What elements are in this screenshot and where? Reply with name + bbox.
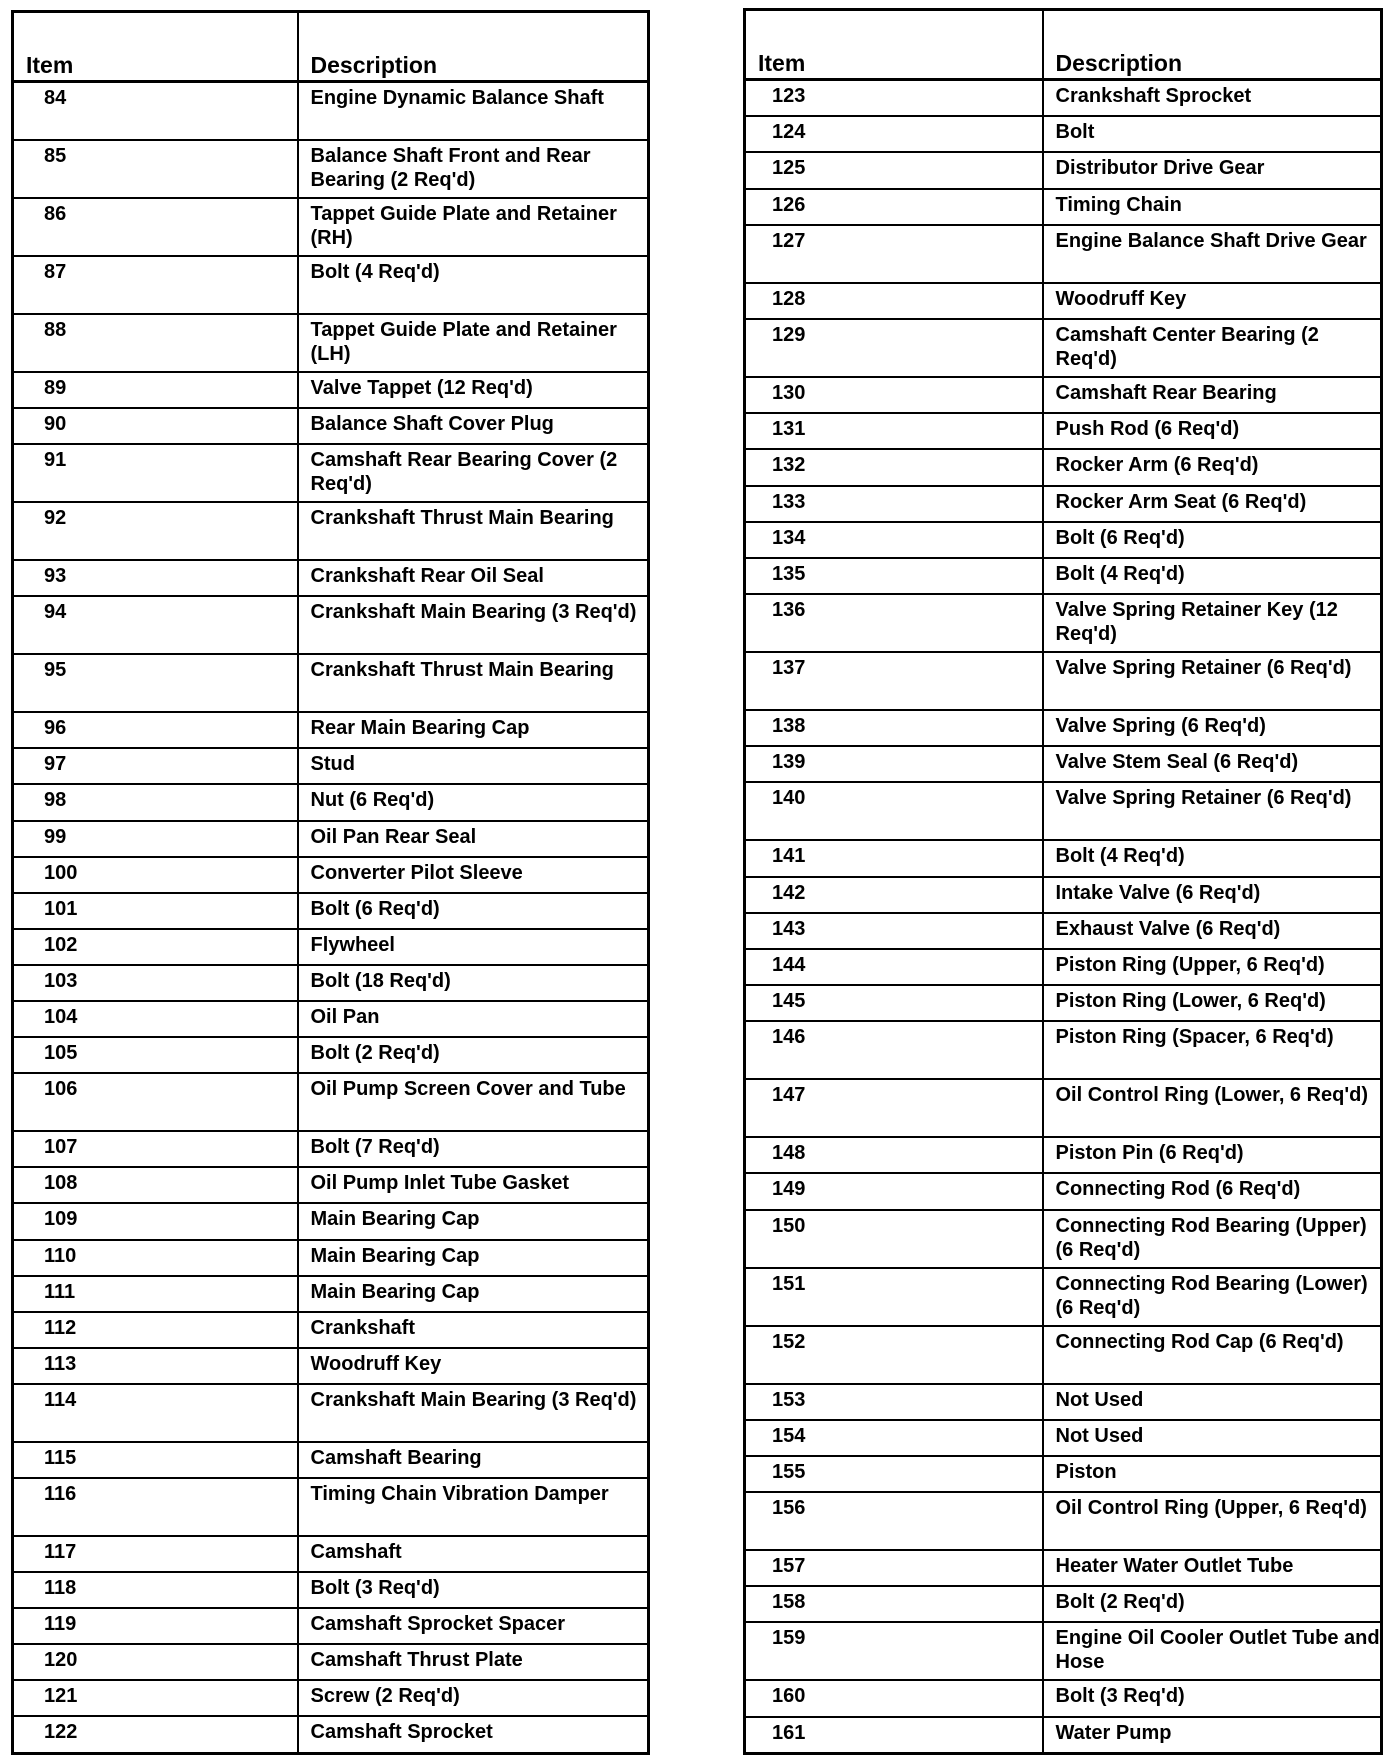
table-row <box>13 1384 649 1442</box>
item-number: 144 <box>745 949 1043 985</box>
item-description: Crankshaft Main Bearing (3 Req'd) <box>298 596 649 654</box>
item-number: 155 <box>745 1456 1043 1492</box>
table-row <box>745 840 1382 876</box>
item-description: Push Rod (6 Req'd) <box>1043 413 1382 449</box>
item-number: 84 <box>13 82 298 141</box>
item-number: 99 <box>13 821 298 857</box>
item-description: Nut (6 Req'd) <box>298 784 649 820</box>
item-description: Crankshaft Thrust Main Bearing <box>298 654 649 712</box>
header-row <box>745 10 1382 80</box>
item-number: 98 <box>13 784 298 820</box>
table-row <box>13 1478 649 1536</box>
item-number: 102 <box>13 929 298 965</box>
item-description: Bolt (3 Req'd) <box>1043 1680 1382 1716</box>
table-row <box>13 857 649 893</box>
table-row <box>13 1536 649 1572</box>
item-number: 126 <box>745 189 1043 225</box>
parts-list-left <box>13 82 649 1754</box>
item-description: Balance Shaft Front and Rear Bearing (2 Req'd) <box>298 140 649 198</box>
item-number: 152 <box>745 1326 1043 1384</box>
item-description: Distributor Drive Gear <box>1043 152 1382 188</box>
item-description: Camshaft Rear Bearing Cover (2 Req'd) <box>298 444 649 502</box>
item-number: 133 <box>745 486 1043 522</box>
item-description: Bolt (4 Req'd) <box>298 256 649 314</box>
item-description: Valve Stem Seal (6 Req'd) <box>1043 746 1382 782</box>
item-description: Crankshaft Main Bearing (3 Req'd) <box>298 1384 649 1442</box>
table-row <box>13 1203 649 1239</box>
item-description: Bolt (7 Req'd) <box>298 1131 649 1167</box>
item-number: 161 <box>745 1717 1043 1754</box>
item-description: Bolt (2 Req'd) <box>1043 1586 1382 1622</box>
table-row <box>745 652 1382 710</box>
table-row <box>745 782 1382 840</box>
item-number: 135 <box>745 558 1043 594</box>
table-row <box>13 314 649 372</box>
table-row <box>13 1240 649 1276</box>
item-number: 124 <box>745 116 1043 152</box>
table-row <box>745 189 1382 225</box>
item-description: Main Bearing Cap <box>298 1240 649 1276</box>
item-description: Piston Pin (6 Req'd) <box>1043 1137 1382 1173</box>
item-number: 130 <box>745 377 1043 413</box>
table-row <box>13 1037 649 1073</box>
table-row <box>13 784 649 820</box>
item-number: 134 <box>745 522 1043 558</box>
item-number: 146 <box>745 1021 1043 1079</box>
item-description: Crankshaft Thrust Main Bearing <box>298 502 649 560</box>
item-description: Rocker Arm (6 Req'd) <box>1043 449 1382 485</box>
item-description: Connecting Rod (6 Req'd) <box>1043 1173 1382 1209</box>
item-description: Main Bearing Cap <box>298 1276 649 1312</box>
item-number: 103 <box>13 965 298 1001</box>
item-number: 111 <box>13 1276 298 1312</box>
item-description: Rocker Arm Seat (6 Req'd) <box>1043 486 1382 522</box>
item-number: 100 <box>13 857 298 893</box>
table-row <box>13 1572 649 1608</box>
item-description: Stud <box>298 748 649 784</box>
item-description: Oil Pan <box>298 1001 649 1037</box>
item-description: Oil Pan Rear Seal <box>298 821 649 857</box>
table-row <box>13 1348 649 1384</box>
item-description: Connecting Rod Cap (6 Req'd) <box>1043 1326 1382 1384</box>
item-number: 86 <box>13 198 298 256</box>
item-description: Oil Control Ring (Upper, 6 Req'd) <box>1043 1492 1382 1550</box>
item-description: Bolt (6 Req'd) <box>1043 522 1382 558</box>
item-description: Tappet Guide Plate and Retainer (LH) <box>298 314 649 372</box>
item-description: Camshaft Sprocket Spacer <box>298 1608 649 1644</box>
item-number: 143 <box>745 913 1043 949</box>
item-number: 147 <box>745 1079 1043 1137</box>
item-number: 113 <box>13 1348 298 1384</box>
item-description: Valve Spring Retainer (6 Req'd) <box>1043 782 1382 840</box>
item-number: 114 <box>13 1384 298 1442</box>
item-number: 123 <box>745 80 1043 117</box>
table-row <box>745 486 1382 522</box>
item-number: 139 <box>745 746 1043 782</box>
item-description: Converter Pilot Sleeve <box>298 857 649 893</box>
item-description: Intake Valve (6 Req'd) <box>1043 877 1382 913</box>
item-description: Camshaft <box>298 1536 649 1572</box>
item-description: Exhaust Valve (6 Req'd) <box>1043 913 1382 949</box>
item-description: Rear Main Bearing Cap <box>298 712 649 748</box>
item-number: 115 <box>13 1442 298 1478</box>
item-number: 137 <box>745 652 1043 710</box>
header-row <box>13 12 649 82</box>
item-number: 87 <box>13 256 298 314</box>
table-row <box>745 1021 1382 1079</box>
item-number: 156 <box>745 1492 1043 1550</box>
item-number: 142 <box>745 877 1043 913</box>
table-row <box>745 594 1382 652</box>
table-row <box>13 1442 649 1478</box>
item-description: Camshaft Sprocket <box>298 1716 649 1753</box>
item-description: Camshaft Rear Bearing <box>1043 377 1382 413</box>
table-row <box>13 1644 649 1680</box>
item-number: 95 <box>13 654 298 712</box>
item-description: Main Bearing Cap <box>298 1203 649 1239</box>
item-description: Timing Chain <box>1043 189 1382 225</box>
item-number: 140 <box>745 782 1043 840</box>
item-number: 109 <box>13 1203 298 1239</box>
item-number: 96 <box>13 712 298 748</box>
item-description: Bolt (3 Req'd) <box>298 1572 649 1608</box>
item-description: Valve Tappet (12 Req'd) <box>298 372 649 408</box>
item-number: 129 <box>745 319 1043 377</box>
table-row <box>13 929 649 965</box>
item-description: Bolt (18 Req'd) <box>298 965 649 1001</box>
item-description: Bolt (4 Req'd) <box>1043 840 1382 876</box>
table-row <box>13 82 649 141</box>
item-number: 159 <box>745 1622 1043 1680</box>
item-number: 157 <box>745 1550 1043 1586</box>
item-number: 91 <box>13 444 298 502</box>
item-number: 136 <box>745 594 1043 652</box>
table-row <box>745 283 1382 319</box>
table-row <box>13 893 649 929</box>
item-number: 85 <box>13 140 298 198</box>
table-row <box>13 654 649 712</box>
item-number: 158 <box>745 1586 1043 1622</box>
table-row <box>745 985 1382 1021</box>
item-description: Bolt (6 Req'd) <box>298 893 649 929</box>
table-row <box>13 1131 649 1167</box>
item-description: Balance Shaft Cover Plug <box>298 408 649 444</box>
table-row <box>13 1001 649 1037</box>
item-number: 141 <box>745 840 1043 876</box>
item-description: Engine Balance Shaft Drive Gear <box>1043 225 1382 283</box>
table-row <box>745 1420 1382 1456</box>
item-number: 93 <box>13 560 298 596</box>
table-row <box>745 1492 1382 1550</box>
item-number: 145 <box>745 985 1043 1021</box>
table-row <box>745 449 1382 485</box>
item-column-header: Item <box>13 12 298 82</box>
table-row <box>13 965 649 1001</box>
table-row <box>745 1173 1382 1209</box>
item-description: Engine Dynamic Balance Shaft <box>298 82 649 141</box>
item-description: Woodruff Key <box>298 1348 649 1384</box>
item-description: Piston <box>1043 1456 1382 1492</box>
item-description: Oil Control Ring (Lower, 6 Req'd) <box>1043 1079 1382 1137</box>
table-row <box>13 596 649 654</box>
item-description: Crankshaft Rear Oil Seal <box>298 560 649 596</box>
table-row <box>13 198 649 256</box>
item-description: Camshaft Thrust Plate <box>298 1644 649 1680</box>
item-description: Connecting Rod Bearing (Lower) (6 Req'd) <box>1043 1268 1382 1326</box>
table-row <box>13 256 649 314</box>
table-row <box>745 746 1382 782</box>
item-number: 131 <box>745 413 1043 449</box>
item-description: Flywheel <box>298 929 649 965</box>
item-number: 92 <box>13 502 298 560</box>
item-number: 148 <box>745 1137 1043 1173</box>
table-row <box>745 152 1382 188</box>
item-description: Piston Ring (Spacer, 6 Req'd) <box>1043 1021 1382 1079</box>
item-number: 160 <box>745 1680 1043 1716</box>
item-number: 117 <box>13 1536 298 1572</box>
item-description: Woodruff Key <box>1043 283 1382 319</box>
item-description: Piston Ring (Lower, 6 Req'd) <box>1043 985 1382 1021</box>
table-row <box>745 1384 1382 1420</box>
table-row <box>13 748 649 784</box>
table-row <box>745 80 1382 117</box>
item-description: Oil Pump Screen Cover and Tube <box>298 1073 649 1131</box>
table-row <box>745 377 1382 413</box>
table-row <box>745 1550 1382 1586</box>
table-row <box>13 140 649 198</box>
item-number: 110 <box>13 1240 298 1276</box>
table-row <box>13 502 649 560</box>
table-row <box>13 1680 649 1716</box>
item-number: 112 <box>13 1312 298 1348</box>
item-number: 104 <box>13 1001 298 1037</box>
description-column-header: Description <box>298 12 649 82</box>
item-description: Oil Pump Inlet Tube Gasket <box>298 1167 649 1203</box>
item-number: 153 <box>745 1384 1043 1420</box>
parts-table-right <box>743 8 1383 1755</box>
item-number: 138 <box>745 710 1043 746</box>
item-description: Bolt (2 Req'd) <box>298 1037 649 1073</box>
item-number: 107 <box>13 1131 298 1167</box>
table-row <box>13 408 649 444</box>
table-row <box>13 372 649 408</box>
table-row <box>745 913 1382 949</box>
item-number: 88 <box>13 314 298 372</box>
parts-list-right <box>745 80 1382 1754</box>
item-description: Connecting Rod Bearing (Upper) (6 Req'd) <box>1043 1210 1382 1268</box>
table-row <box>745 1210 1382 1268</box>
table-row <box>13 1608 649 1644</box>
item-description: Heater Water Outlet Tube <box>1043 1550 1382 1586</box>
table-row <box>745 1586 1382 1622</box>
item-number: 101 <box>13 893 298 929</box>
item-number: 121 <box>13 1680 298 1716</box>
item-number: 106 <box>13 1073 298 1131</box>
item-number: 94 <box>13 596 298 654</box>
item-description: Bolt (4 Req'd) <box>1043 558 1382 594</box>
table-row <box>13 1167 649 1203</box>
item-description: Crankshaft <box>298 1312 649 1348</box>
table-row <box>13 821 649 857</box>
item-description: Engine Oil Cooler Outlet Tube and Hose <box>1043 1622 1382 1680</box>
table-row <box>745 558 1382 594</box>
item-description: Camshaft Bearing <box>298 1442 649 1478</box>
table-row <box>745 1268 1382 1326</box>
table-row <box>13 1276 649 1312</box>
table-row <box>745 522 1382 558</box>
table-row <box>745 1456 1382 1492</box>
item-description: Not Used <box>1043 1420 1382 1456</box>
item-number: 116 <box>13 1478 298 1536</box>
item-description: Valve Spring Retainer (6 Req'd) <box>1043 652 1382 710</box>
item-number: 122 <box>13 1716 298 1753</box>
table-row <box>13 444 649 502</box>
table-row <box>745 116 1382 152</box>
table-row <box>13 712 649 748</box>
table-row <box>745 1326 1382 1384</box>
table-row <box>745 710 1382 746</box>
item-column-header: Item <box>745 10 1043 80</box>
item-number: 119 <box>13 1608 298 1644</box>
item-description: Tappet Guide Plate and Retainer (RH) <box>298 198 649 256</box>
item-number: 97 <box>13 748 298 784</box>
table-row <box>745 319 1382 377</box>
table-row <box>745 225 1382 283</box>
table-row <box>745 949 1382 985</box>
item-description: Water Pump <box>1043 1717 1382 1754</box>
table-row <box>745 1622 1382 1680</box>
item-description: Piston Ring (Upper, 6 Req'd) <box>1043 949 1382 985</box>
item-number: 120 <box>13 1644 298 1680</box>
item-number: 89 <box>13 372 298 408</box>
table-row <box>745 1680 1382 1716</box>
item-number: 125 <box>745 152 1043 188</box>
item-number: 132 <box>745 449 1043 485</box>
table-row <box>13 1073 649 1131</box>
item-number: 128 <box>745 283 1043 319</box>
parts-table-left <box>11 10 650 1755</box>
table-row <box>745 877 1382 913</box>
table-row <box>745 1717 1382 1754</box>
item-description: Timing Chain Vibration Damper <box>298 1478 649 1536</box>
description-column-header: Description <box>1043 10 1382 80</box>
item-number: 108 <box>13 1167 298 1203</box>
item-number: 154 <box>745 1420 1043 1456</box>
item-number: 90 <box>13 408 298 444</box>
item-description: Camshaft Center Bearing (2 Req'd) <box>1043 319 1382 377</box>
item-number: 150 <box>745 1210 1043 1268</box>
item-number: 105 <box>13 1037 298 1073</box>
table-row <box>745 1137 1382 1173</box>
table-row <box>745 1079 1382 1137</box>
item-number: 127 <box>745 225 1043 283</box>
item-description: Screw (2 Req'd) <box>298 1680 649 1716</box>
table-row <box>13 1312 649 1348</box>
item-number: 149 <box>745 1173 1043 1209</box>
item-description: Not Used <box>1043 1384 1382 1420</box>
table-row <box>745 413 1382 449</box>
item-number: 151 <box>745 1268 1043 1326</box>
item-number: 118 <box>13 1572 298 1608</box>
table-row <box>13 560 649 596</box>
item-description: Crankshaft Sprocket <box>1043 80 1382 117</box>
table-row <box>13 1716 649 1753</box>
item-description: Valve Spring Retainer Key (12 Req'd) <box>1043 594 1382 652</box>
item-description: Bolt <box>1043 116 1382 152</box>
item-description: Valve Spring (6 Req'd) <box>1043 710 1382 746</box>
